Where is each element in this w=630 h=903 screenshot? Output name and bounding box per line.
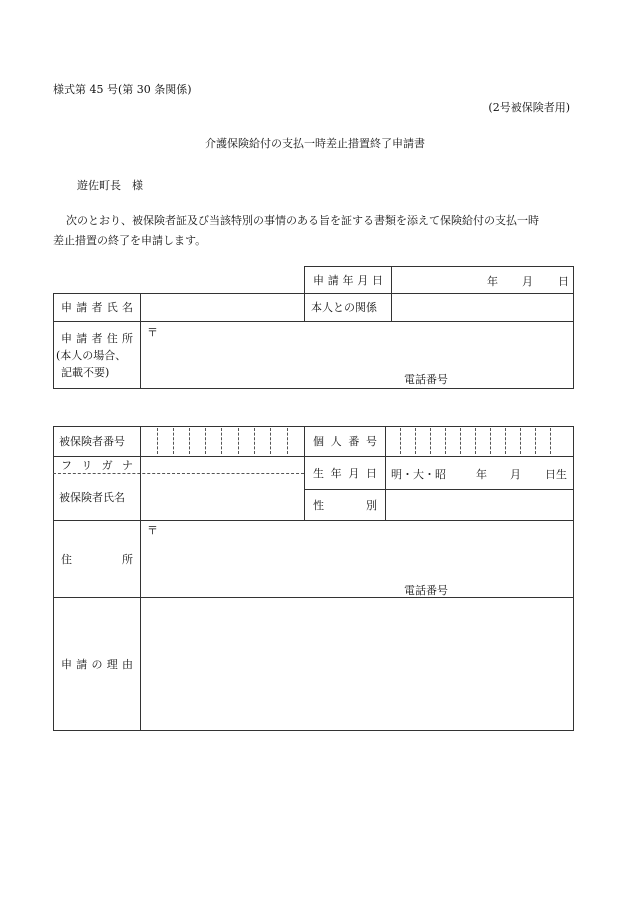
body-text-line1: 次のとおり、被保険者証及び当該特別の事情のある旨を証する書類を添えて保険給付の支払一時: [66, 214, 539, 227]
page-title: 介護保険給付の支払一時差止措置終了申請書: [205, 137, 425, 150]
application-date-year: 年: [487, 275, 498, 288]
birthdate-label: 生 年 月 日: [313, 466, 377, 480]
insured-name-label: 被保険者氏名: [59, 491, 125, 504]
insured-address-field[interactable]: [141, 521, 573, 597]
applicant-phone-label: 電話番号: [404, 373, 448, 386]
applicant-address-label: 申 請 者 住 所: [61, 332, 133, 345]
body-text-line2: 差止措置の終了を申請します。: [53, 234, 207, 247]
postal-mark: 〒: [147, 326, 158, 339]
application-date-label: 申 請 年 月 日: [313, 273, 383, 287]
birth-year: 年: [476, 468, 487, 481]
birth-day: 日生: [545, 468, 567, 481]
relation-label: 本人との関係: [311, 301, 377, 314]
application-date-field[interactable]: [392, 267, 573, 293]
furigana-label: フ リ ガ ナ: [61, 458, 133, 472]
applicant-name-label: 申 請 者 氏 名: [61, 301, 133, 314]
form-number: 様式第 45 号(第 30 条関係): [53, 83, 192, 96]
insured-number-field[interactable]: [141, 427, 304, 456]
reason-label: 申 請 の 理 由: [61, 657, 133, 671]
applicant-address-note-line2: 記載不要): [61, 366, 110, 379]
personal-number-label: 個 人 番 号: [313, 435, 377, 448]
applicant-name-field[interactable]: [141, 294, 304, 321]
furigana-field[interactable]: [141, 457, 304, 473]
addressee: 遊佐町長 様: [77, 179, 143, 192]
reason-field[interactable]: [141, 598, 573, 730]
insured-phone-label: 電話番号: [404, 584, 448, 597]
application-date-month: 月: [522, 275, 533, 288]
insured-name-field[interactable]: [141, 474, 304, 520]
relation-field[interactable]: [392, 294, 573, 321]
insured-postal-mark: 〒: [147, 524, 158, 537]
applicant-address-field[interactable]: [141, 322, 573, 388]
form-type: (2号被保険者用): [488, 101, 570, 114]
application-date-day: 日: [558, 275, 569, 288]
insured-number-label: 被保険者番号: [59, 435, 125, 448]
birth-month: 月: [510, 468, 521, 481]
personal-number-field[interactable]: [386, 427, 573, 456]
sex-label: 性 別: [313, 498, 377, 512]
insured-address-label: 住 所: [61, 552, 133, 566]
sex-field[interactable]: [386, 490, 573, 520]
applicant-address-note-line1: (本人の場合、: [56, 349, 127, 362]
era-options: 明・大・昭: [391, 468, 446, 481]
